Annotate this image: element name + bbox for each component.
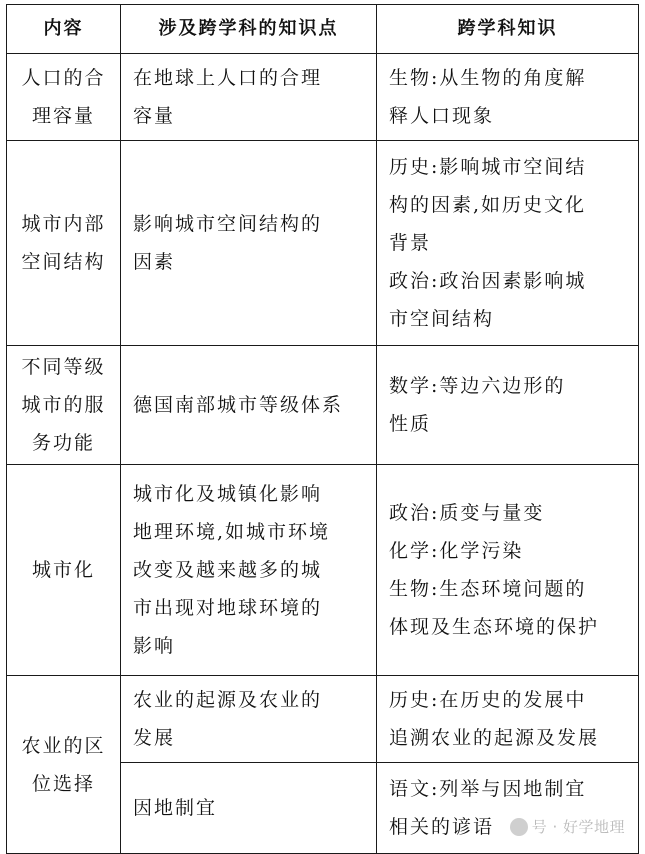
cell-content: 人口的合 理容量 [7, 54, 121, 141]
cell-cross-knowledge: 语文:列举与因地制宜 相关的谚语 [377, 763, 639, 854]
header-cross-discipline: 跨学科知识 [377, 5, 639, 54]
cell-knowledge-point: 在地球上人口的合理 容量 [121, 54, 377, 141]
cell-content: 不同等级 城市的服 务功能 [7, 346, 121, 465]
cell-cross-knowledge: 历史:影响城市空间结 构的因素,如历史文化 背景 政治:政治因素影响城 市空间结构 [377, 141, 639, 346]
cross-discipline-table [6, 4, 639, 854]
cell-content: 城市内部 空间结构 [7, 141, 121, 346]
cell-cross-knowledge: 政治:质变与量变 化学:化学污染 生物:生态环境问题的 体现及生态环境的保护 [377, 465, 639, 676]
table-row [7, 346, 639, 465]
header-content: 内容 [7, 5, 121, 54]
cell-knowledge-point: 农业的起源及农业的 发展 [121, 676, 377, 763]
header-knowledge-points: 涉及跨学科的知识点 [121, 5, 377, 54]
cell-content: 城市化 [7, 465, 121, 676]
cell-content: 农业的区 位选择 [7, 676, 121, 854]
cell-knowledge-point: 影响城市空间结构的 因素 [121, 141, 377, 346]
table-header-row [7, 5, 639, 54]
cell-cross-knowledge: 生物:从生物的角度解 释人口现象 [377, 54, 639, 141]
cell-cross-knowledge: 历史:在历史的发展中 追溯农业的起源及发展 [377, 676, 639, 763]
wechat-logo-icon [510, 818, 528, 836]
table-row [7, 141, 639, 346]
cell-knowledge-point: 城市化及城镇化影响 地理环境,如城市环境 改变及越来越多的城 市出现对地球环境的 影响 [121, 465, 377, 676]
table-row [7, 676, 639, 763]
watermark-text: 号 · 好学地理 [531, 818, 625, 836]
table-row [7, 54, 639, 141]
cell-knowledge-point: 因地制宜 [121, 763, 377, 854]
cell-knowledge-point: 德国南部城市等级体系 [121, 346, 377, 465]
table-row [7, 465, 639, 676]
cell-cross-knowledge: 数学:等边六边形的 性质 [377, 346, 639, 465]
watermark [510, 816, 625, 837]
